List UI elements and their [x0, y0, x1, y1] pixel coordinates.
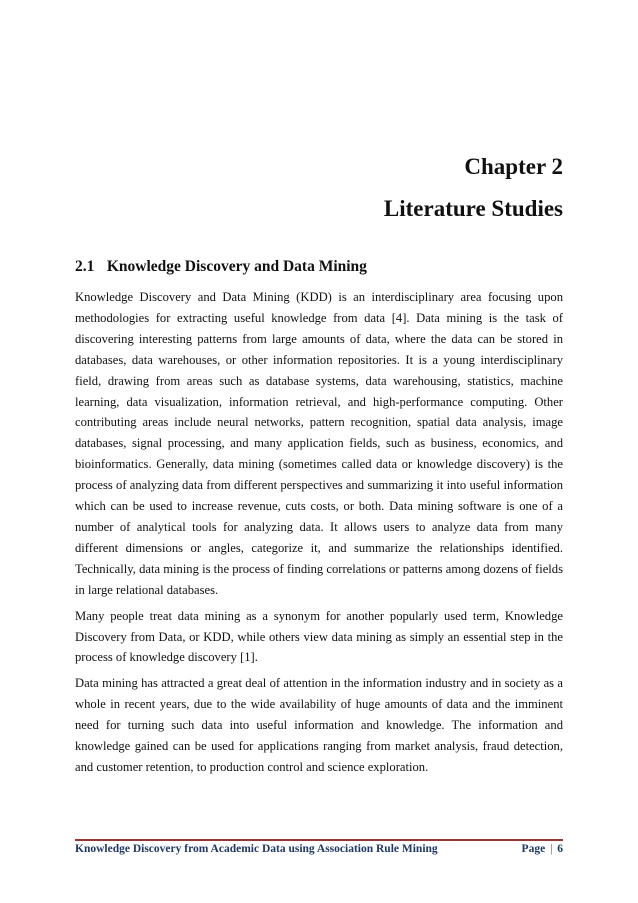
chapter-number: Chapter 2 [464, 154, 563, 179]
footer-separator: | [550, 843, 553, 855]
footer-title: Knowledge Discovery from Academic Data using Association Rule Mining [75, 843, 438, 855]
paragraph: Knowledge Discovery and Data Mining (KDD) is an interdisciplinary area focusing upon methodologies for extracting useful knowledge from data [4]. Data mining is the task of discovering interesting patterns from large amounts of data, where the data can be stored in databases, data warehouses, or other information repositories. It is a young interdisciplinary field, drawing from areas such as database systems, data warehousing, statistics, machine learning, data visualization, information retrieval, and high-performance computing. Other contributing areas include neural networks, pattern recognition, spatial data analysis, image databases, signal processing, and many application fields, such as business, economics, and bioinformatics. Generally, data mining (sometimes called data or knowledge discovery) is the process of analyzing data from different perspectives and summarizing it into useful information which can be used to increase revenue, cuts costs, or both. Data mining software is one of a number of analytical tools for analyzing data. It allows users to analyze data from many different dimensions or angles, categorize it, and summarize the relationships identified. Technically, data mining is the process of finding correlations or patterns among dozens of fields in large relational databases. [75, 290, 563, 597]
chapter-heading [384, 152, 563, 224]
footer-page-value: 6 [557, 843, 563, 855]
section-number: 2.1 [75, 258, 95, 275]
section-heading [75, 258, 367, 276]
chapter-title: Literature Studies [383, 196, 563, 221]
body-text [75, 287, 563, 778]
paragraph: Data mining has attracted a great deal of attention in the information industry and in society as a whole in recent years, due to the wide availability of huge amounts of data and the imminent need for turning such data into useful information and knowledge. The information and knowledge gained can be used for applications ranging from market analysis, fraud detection, and customer retention, to production control and science exploration. [75, 676, 563, 774]
page-footer [75, 839, 563, 863]
paragraph: Many people treat data mining as a synonym for another popularly used term, Knowledge Discovery from Data, or KDD, while others view data mining as simply an essential step in the process of knowledge discovery [1]. [75, 608, 563, 665]
footer-page-label: Page [521, 843, 546, 855]
section-title: Knowledge Discovery and Data Mining [106, 258, 367, 275]
footer-page-number [522, 843, 563, 855]
